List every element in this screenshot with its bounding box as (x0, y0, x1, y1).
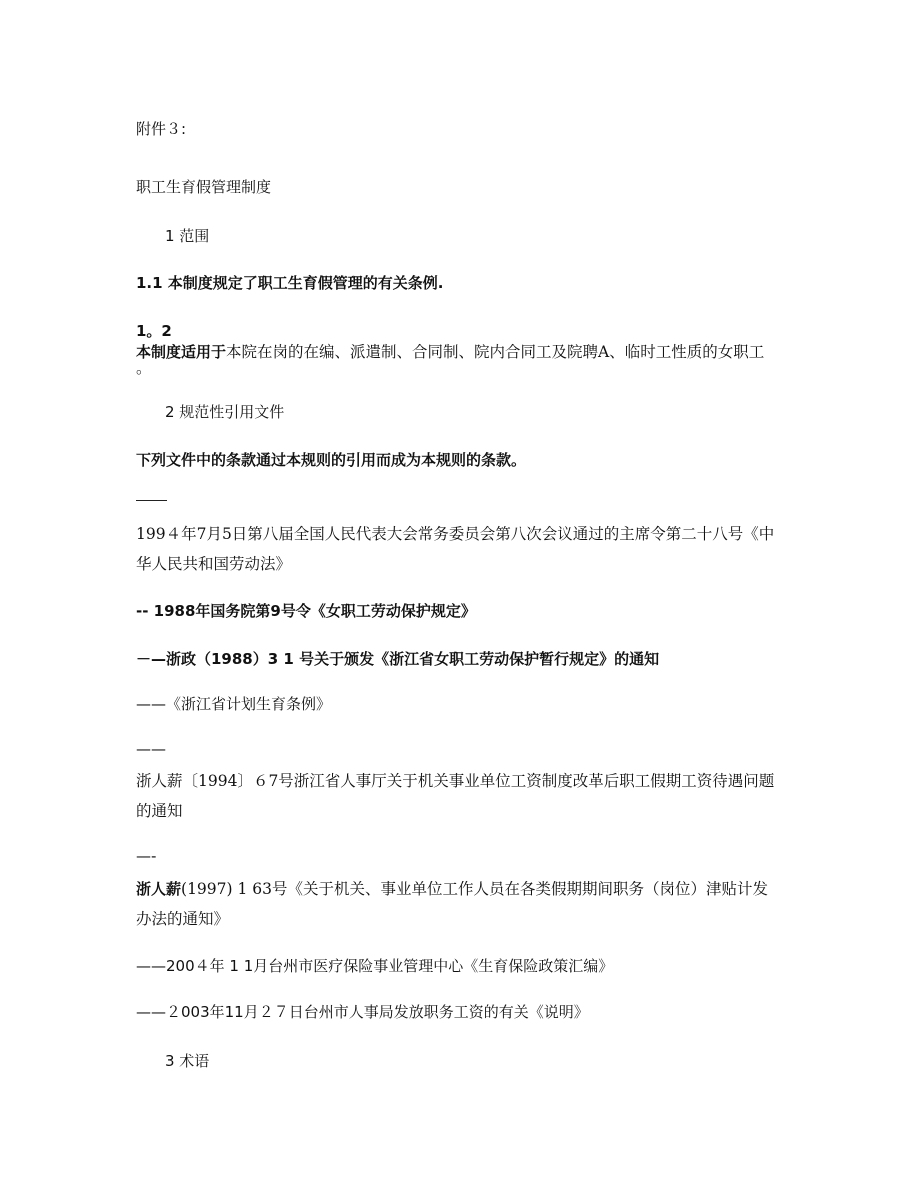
reference-2: -- 1988年国务院第9号令《女职工劳动保护规定》 (136, 602, 476, 620)
reference-5-line-1: 浙人薪〔1994〕６7号浙江省人事厅关于机关事业单位工资制度改革后职工假期工资待遇问题 (136, 772, 775, 790)
section-2-heading: 2 规范性引用文件 (165, 403, 285, 421)
clause-1-2-body: 本院在岗的在编、派遣制、合同制、院内合同工及院聘A、临时工性质的女职工 (226, 343, 765, 361)
reference-1-line-2: 华人民共和国劳动法》 (136, 555, 292, 573)
reference-5-line-2: 的通知 (136, 802, 183, 820)
reference-4: ——《浙江省计划生育条例》 (136, 695, 332, 713)
clause-1-2-text (136, 342, 764, 362)
reference-6-dash: —- (136, 847, 157, 865)
reference-8: ——２003年11月２７日台州市人事局发放职务工资的有关《说明》 (136, 1003, 589, 1021)
document-title: 职工生育假管理制度 (136, 178, 272, 196)
reference-6-body: (1997) 1 63号《关于机关、事业单位工作人员在各类假期期间职务（岗位）津贴计发 (181, 880, 768, 898)
clause-1-2-number: 1。2 (136, 322, 172, 340)
section-3-heading: 3 术语 (165, 1052, 210, 1070)
attachment-label: 附件３: (136, 120, 187, 138)
reference-5-dash: —— (136, 740, 166, 758)
section-1-heading: 1 范围 (165, 227, 210, 245)
reference-6-line-1 (136, 879, 768, 899)
clause-1-1: 1.1 本制度规定了职工生育假管理的有关条例. (136, 274, 444, 292)
reference-7: ——200４年 1 1月台州市医疗保险事业管理中心《生育保险政策汇编》 (136, 957, 614, 975)
clause-1-2-bold-lead: 本制度适用于 (136, 343, 227, 361)
reference-1-line-1: 199４年7月5日第八届全国人民代表大会常务委员会第八次会议通过的主席令第二十八号《中 (136, 525, 775, 543)
reference-1-dash (136, 500, 167, 501)
clause-1-2-end: 。 (136, 359, 152, 377)
reference-3: －—浙政（1988）3 1 号关于颁发《浙江省女职工劳动保护暂行规定》的通知 (136, 650, 660, 668)
section-2-intro: 下列文件中的条款通过本规则的引用而成为本规则的条款。 (136, 451, 527, 469)
reference-6-bold-lead: 浙人薪 (136, 880, 182, 898)
reference-6-line-2: 办法的通知》 (136, 910, 230, 928)
